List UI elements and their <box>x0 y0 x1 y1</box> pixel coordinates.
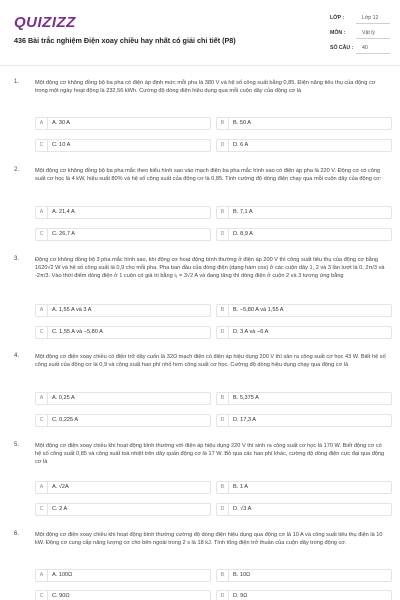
option-text: A. 30 A <box>52 120 71 126</box>
option-a[interactable] <box>35 304 211 317</box>
option-text: D. 3 A và −6 A <box>233 329 269 335</box>
option-text: A. 1,55 A và 3 A <box>52 307 92 313</box>
option-letter: B <box>217 118 229 129</box>
option-letter: C <box>36 591 48 600</box>
option-d[interactable] <box>216 326 392 339</box>
meta-underline <box>356 23 390 24</box>
question-text: Một động cơ điện xoay chiều có điện trở dây cuốn là 32Ω mạch điện có điện áp hiệu dụng 200 V thì sản ra công suất cơ học 43 W. Biết hệ số công suất của động cơ là 0,9 và công suất hao phí nhỏ hơn công suất cơ học. Cường độ dòng hiệu dụng chạy qua động cơ là <box>35 354 386 369</box>
option-b[interactable] <box>216 481 392 494</box>
option-d[interactable] <box>216 228 392 241</box>
option-letter: B <box>217 570 229 581</box>
option-text: B. 7,1 A <box>233 209 253 215</box>
option-letter: A <box>36 305 48 316</box>
meta-class-label: LỚP : <box>330 15 345 21</box>
option-text: C. 10 A <box>52 142 71 148</box>
question-number: 6. <box>14 531 20 537</box>
option-text: A. √2A <box>52 484 69 490</box>
option-letter: A <box>36 207 48 218</box>
option-letter: D <box>217 591 229 600</box>
option-d[interactable] <box>216 139 392 152</box>
question-text: Động cơ không đồng bộ 3 pha mắc hình sao, khi động cơ hoạt động bình thường ở điện áp 200 V thì công suất tiêu thụ của động cơ bằng 1620√2 W và hệ số công suất là 0,9 cho mỗi pha. Pha ban đầu của dòng điện (dạng hàm cos) ở các cuộn dây 1, 2 và 3 lần lượt là 0, 2π/3 và -2π/3. Vào thời điểm dòng điện ở 1 cuộn có giá trị bằng i₁ = 3√2 A và đang tăng thì dòng điện ở cuộn 2 và 3 tương ứng bằng <box>35 257 385 280</box>
meta-count-label: SỐ CÂU : <box>330 45 354 51</box>
option-letter: C <box>36 415 48 426</box>
option-c[interactable] <box>35 228 211 241</box>
option-text: D. √3 A <box>233 506 252 512</box>
option-letter: D <box>217 229 229 240</box>
option-letter: D <box>217 415 229 426</box>
option-a[interactable] <box>35 392 211 405</box>
option-a[interactable] <box>35 117 211 130</box>
question-text: Một động cơ không đồng bộ ba pha có điện áp định mức mỗi pha là 380 V và hệ số công suất bằng 0,85. Điện năng tiêu thụ của động cơ trong một ngày hoạt động là 232,56 kWh. Cường độ dòng điện hiệu dụng qua mỗi cuộn dây của động cơ là <box>35 80 376 95</box>
option-letter: B <box>217 207 229 218</box>
option-text: B. 50 A <box>233 120 252 126</box>
meta-count-value: 40 <box>362 45 368 51</box>
option-letter: C <box>36 504 48 515</box>
option-letter: C <box>36 327 48 338</box>
option-letter: D <box>217 140 229 151</box>
question-number: 4. <box>14 353 20 359</box>
option-c[interactable] <box>35 414 211 427</box>
question-number: 2. <box>14 167 20 173</box>
question-text: Một động cơ điện xoay chiều khi hoạt động bình thường với điện áp hiệu dụng 220 V thì sinh ra công suất cơ học là 170 W. Biết động cơ có hệ số công suất 0,85 và công suất toả nhiệt trên dây quấn động cơ là 17 W. Bỏ qua các hao phí khác, cường độ dòng điện cực đại qua động cơ là <box>35 443 385 466</box>
option-text: C. 1,55 A và −5,80 A <box>52 329 103 335</box>
option-text: B. 1 A <box>233 484 248 490</box>
option-c[interactable] <box>35 326 211 339</box>
option-b[interactable] <box>216 304 392 317</box>
option-letter: A <box>36 482 48 493</box>
option-text: B. 10Ω <box>233 572 251 578</box>
question-number: 3. <box>14 256 20 262</box>
option-b[interactable] <box>216 392 392 405</box>
option-text: B. −5,80 A và 1,55 A <box>233 307 284 313</box>
option-c[interactable] <box>35 139 211 152</box>
option-d[interactable] <box>216 414 392 427</box>
meta-subject-value: Vật lý <box>362 30 375 36</box>
option-a[interactable] <box>35 481 211 494</box>
option-text: A. 21,4 A <box>52 209 75 215</box>
option-a[interactable] <box>35 206 211 219</box>
page-header <box>0 0 400 66</box>
meta-class-value: Lớp 12 <box>362 15 379 21</box>
option-text: B. 5,375 A <box>233 395 259 401</box>
quizizz-logo: QUIZIZZ <box>14 14 76 31</box>
option-letter: A <box>36 393 48 404</box>
question-text: Một động cơ không đồng bộ ba pha mắc theo kiểu hình sao vào mạch điện ba pha mắc hình sao có điện áp pha là 220 V. Động cơ có công suất cơ học là 4 kW, hiệu suất 80% và hệ số công suất của động cơ là 0,85. Tính cường độ dòng điện chạy qua mỗi cuộn dây của động cơ: <box>35 168 382 183</box>
option-letter: D <box>217 327 229 338</box>
option-letter: B <box>217 305 229 316</box>
option-text: D. 17,3 A <box>233 417 257 423</box>
option-letter: D <box>217 504 229 515</box>
option-d[interactable] <box>216 503 392 516</box>
meta-underline <box>356 38 390 39</box>
option-text: C. 2 A <box>52 506 68 512</box>
option-d[interactable] <box>216 590 392 600</box>
meta-underline <box>356 53 390 54</box>
option-letter: A <box>36 570 48 581</box>
option-b[interactable] <box>216 569 392 582</box>
question-number: 5. <box>14 442 20 448</box>
option-text: C. 90Ω <box>52 593 70 599</box>
option-text: D. 8,9 A <box>233 231 253 237</box>
page-title: 436 Bài trắc nghiệm Điện xoay chiều hay nhất có giải chi tiết (P8) <box>14 36 236 45</box>
option-letter: B <box>217 482 229 493</box>
option-text: A. 100Ω <box>52 572 73 578</box>
question-number: 1. <box>14 79 20 85</box>
option-b[interactable] <box>216 206 392 219</box>
option-text: C. 26,7 A <box>52 231 76 237</box>
option-letter: A <box>36 118 48 129</box>
option-text: A. 0,25 A <box>52 395 75 401</box>
option-text: D. 9Ω <box>233 593 248 599</box>
option-letter: C <box>36 229 48 240</box>
meta-subject-label: MÔN : <box>330 30 346 36</box>
option-letter: B <box>217 393 229 404</box>
question-text: Một động cơ điện xoay chiều khi hoạt động bình thường cường độ dòng điện hiệu dụng qua động cơ là 10 A và công suất tiêu thụ điện là 10 kW. Động cơ cung cấp năng lượng cơ cho bên ngoài trong 2 s là 18 kJ. Tính tổng điện trở thuần của cuộn dây trong động cơ. <box>35 532 383 547</box>
option-c[interactable] <box>35 590 211 600</box>
option-c[interactable] <box>35 503 211 516</box>
option-b[interactable] <box>216 117 392 130</box>
option-text: C. 0,225 A <box>52 417 79 423</box>
option-text: D. 6 A <box>233 142 249 148</box>
option-a[interactable] <box>35 569 211 582</box>
option-letter: C <box>36 140 48 151</box>
